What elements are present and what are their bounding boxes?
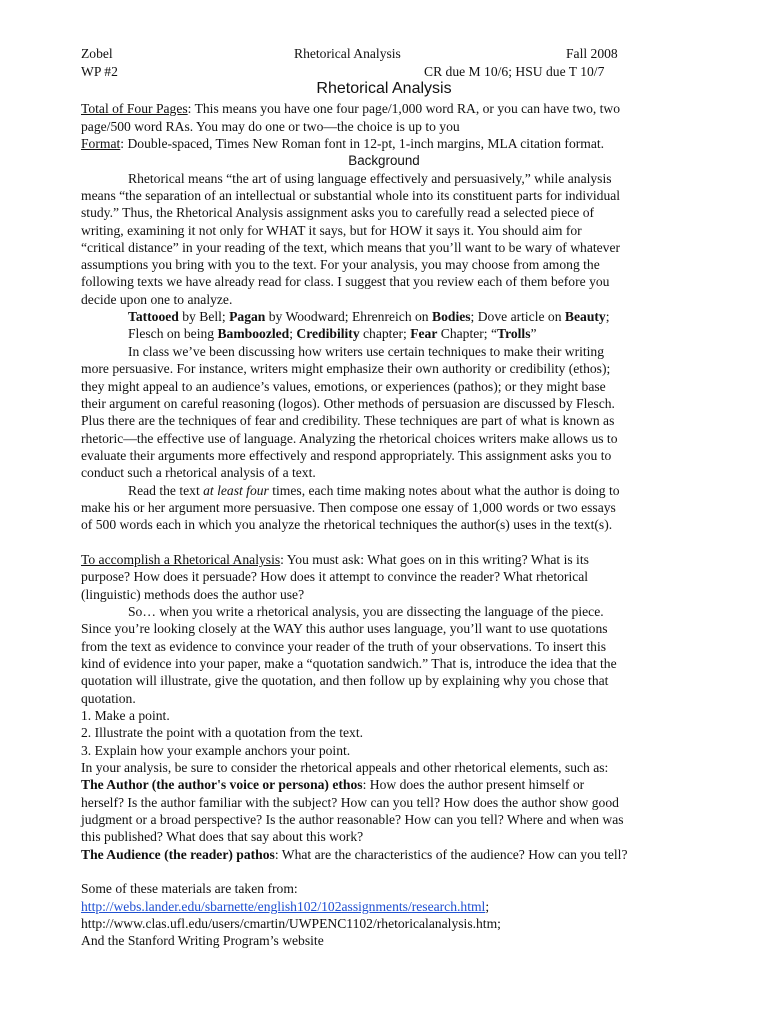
header-assignment: WP #2 [81,64,118,79]
source-line-1: http://webs.lander.edu/sbarnette/english102/102assignments/research.html; [81,899,490,914]
header-term: Fall 2008 [566,46,618,61]
paragraph-line: quotation will illustrate, give the quotation, and then follow up by explaining why you chose that [81,673,609,688]
paragraph-line: following texts we have already read for class. I suggest that you review each of them before you [81,274,610,289]
paragraph-line: (linguistic) methods does the author use? [81,587,305,602]
header-course-title: Rhetorical Analysis [294,46,401,61]
paragraph-line: assumptions you bring with you to the text. For your analysis, you may choose from among the [81,257,600,272]
paragraph-line: writing, examining it not only for WHAT it says, but for HOW it says it. You should aim for [81,223,582,238]
paragraph-line: more persuasive. For instance, writers might emphasize their own authority or credibility (ethos); [81,361,611,376]
source-line-2: http://www.clas.ufl.edu/users/cmartin/UWPENC1102/rhetoricalanalysis.htm; [81,916,501,931]
background-heading: Background [348,153,420,168]
step-item: 2. Illustrate the point with a quotation from the text. [81,725,364,740]
paragraph-line: this published? What does that say about this work? [81,829,364,844]
length-requirement-cont: page/500 word RAs. You may do one or two—the choice is up to you [81,119,460,134]
paragraph-line: their argument on careful reasoning (logos). Other methods of persuasion are discussed by Flesch. [81,396,615,411]
paragraph-line: make his or her argument more persuasive. Then compose one essay of 1,000 words or two essays [81,500,616,515]
author-ethos-line: The Author (the author's voice or persona) ethos: How does the author present himself or [81,777,585,792]
text-choices-line-2: Flesch on being Bamboozled; Credibility chapter; Fear Chapter; “Trolls” [128,326,537,341]
paragraph-line: conduct such a rhetorical analysis of a text. [81,465,316,480]
paragraph-line: rhetoric—the effective use of language. Analyzing the rhetorical choices writers make allows us to [81,431,618,446]
paragraph-line: Rhetorical means “the art of using language effectively and persuasively,” while analysis [128,171,612,186]
audience-pathos-line: The Audience (the reader) pathos: What are the characteristics of the audience? How can you tell? [81,847,628,862]
paragraph-line: herself? Is the author familiar with the subject? How can you tell? How does the author show good [81,795,619,810]
sources-intro: Some of these materials are taken from: [81,881,298,896]
paragraph-line: “critical distance” in your reading of the text, which means that you’ll want to be wary of whatever [81,240,621,255]
paragraph-line: In class we’ve been discussing how writers use certain techniques to make their writing [128,344,605,359]
paragraph-line: In your analysis, be sure to consider the rhetorical appeals and other rhetorical elements, such as: [81,760,609,775]
format-requirement: Format: Double-spaced, Times New Roman font in 12-pt, 1-inch margins, MLA citation format. [81,136,605,151]
accomplish-heading-line: To accomplish a Rhetorical Analysis: You must ask: What goes on in this writing? What is its [81,552,589,567]
paragraph-line: of 500 words each in which you analyze the rhetorical techniques the author(s) uses in the text(s). [81,517,613,532]
step-item: 1. Make a point. [81,708,170,723]
paragraph-line: judgment or a broad perspective? Is the author reasonable? How can you tell? Where and when was [81,812,624,827]
source-line-3: And the Stanford Writing Program’s website [81,933,324,948]
paragraph-line: quotation. [81,691,136,706]
text-choices-line-1: Tattooed by Bell; Pagan by Woodward; Ehrenreich on Bodies; Dove article on Beauty; [128,309,610,324]
paragraph-line: Plus there are the techniques of fear and credibility. These techniques are part of what is known as [81,413,615,428]
paragraph-line: purpose? How does it persuade? How does it attempt to convince the reader? What rhetorical [81,569,589,584]
step-item: 3. Explain how your example anchors your point. [81,743,351,758]
header-author: Zobel [81,46,113,61]
paragraph-line: evaluate their arguments more effectively and respond appropriately. This assignment asks you to [81,448,612,463]
paragraph-line: Read the text at least four times, each time making notes about what the author is doing to [128,483,620,498]
paragraph-line: Since you’re looking closely at the WAY this author uses language, you’ll want to use quotations [81,621,608,636]
page-title: Rhetorical Analysis [316,80,452,97]
paragraph-line: they might appeal to an audience’s values, emotions, or experiences (pathos); or they might base [81,379,606,394]
paragraph-line: decide upon one to analyze. [81,292,233,307]
paragraph-line: from the text as evidence to convince your reader of the truth of your observations. To insert this [81,639,607,654]
source-link-1[interactable]: http://webs.lander.edu/sbarnette/english102/102assignments/research.html [81,899,486,914]
header-due-dates: CR due M 10/6; HSU due T 10/7 [424,64,605,79]
length-requirement: Total of Four Pages: This means you have one four page/1,000 word RA, or you can have two, two [81,101,621,116]
paragraph-line: kind of evidence into your paper, make a “quotation sandwich.” That is, introduce the idea that the [81,656,617,671]
paragraph-line: study.” Thus, the Rhetorical Analysis assignment asks you to carefully read a selected piece of [81,205,595,220]
paragraph-line: means “the separation of an intellectual or substantial whole into its constituent parts for individual [81,188,621,203]
paragraph-line: So… when you write a rhetorical analysis, you are dissecting the language of the piece. [128,604,604,619]
